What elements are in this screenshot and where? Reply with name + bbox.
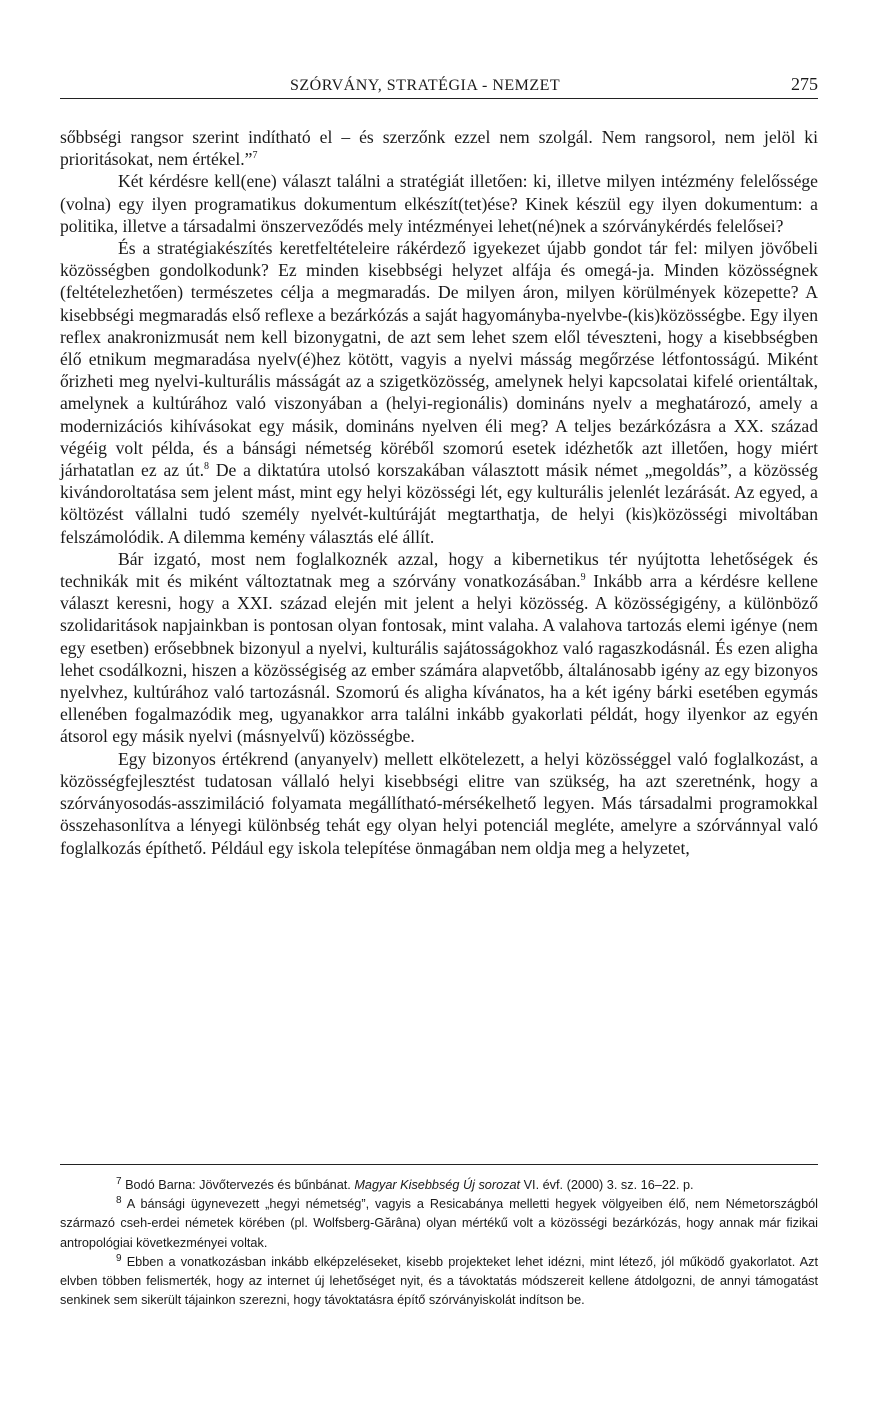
paragraph-text: Inkább arra a kérdésre kellene választ keresni, hogy a XXI. század elején mit jelent a helyi közösség. A közösségigény, a különböző szolidaritások napjainkban is pontosan olyan fontosak, mint valaha. A valahova tartozás elemi igénye (nem egy esetben) erősebbnek bizonyul a nyelvi, kulturális sajátosságokhoz való ragaszkodásnál. És ezen aligha lehet csodálkozni, hiszen a közösségiség az ember számára alapvetőbb, általánosabb igény az egy bizonyos nyelvhez, kultúrához való tartozásnál. Szomorú és aligha kívánatos, ha a két igény bárki esetében egymás ellenében fogalmazódik meg, ugyanakkor arra találni inkább gyakorlati példát, hogy ilyenkor az egyén átsorol egy másik nyelvi (másnyelvű) közösségbe. bbox=[60, 571, 818, 747]
footnote bbox=[60, 1195, 818, 1253]
footnote-mark: 7 bbox=[116, 1175, 122, 1187]
paragraph-text: Bár izgató, most nem foglalkoznék azzal, hogy a kibernetikus tér nyújtotta lehetőségek és technikák mit és miként változtatnak meg a szórvány vonatkozásában. bbox=[60, 548, 818, 592]
paragraph-text: sőbbségi rangsor szerint indítható el – és szerzőnk ezzel nem szolgál. Nem rangsorol, nem jelöl ki prioritásokat, nem értékel.” bbox=[60, 127, 818, 170]
footnote-journal: Magyar Kisebbség Új sorozat bbox=[354, 1178, 521, 1192]
main-text bbox=[60, 126, 818, 859]
footnote bbox=[60, 1253, 818, 1311]
footnote-divider bbox=[60, 1164, 818, 1165]
paragraph-text: De a diktatúra utolsó korszakában választott másik német „megoldás”, a közösség kivándoroltatása sem jelent mást, mint egy helyi közösségi lét, egy kulturális jelenlét lezárását. Az egyed, a költözést vállalni tudó személy nyelvét-kultúráját megtarthatja, de helyi (kis)közösségi mivoltában felszámolódik. A dilemma kemény választás elé állít. bbox=[60, 460, 818, 547]
footnote-mark: 8 bbox=[116, 1194, 122, 1206]
footnote-author: Bodó Barna: Jövőtervezés és bűnbánat. bbox=[125, 1178, 351, 1192]
footnote-citation: VI. évf. (2000) 3. sz. 16–22. p. bbox=[523, 1178, 694, 1192]
footnotes bbox=[60, 1176, 818, 1310]
footnote-ref[interactable]: 8 bbox=[204, 461, 210, 473]
footnote-text: Ebben a vonatkozásban inkább elképzeléseket, kisebb projekteket lehet idézni, mint létező, jól működő gyakorlatot. Azt elvben többen felismerték, hogy az internet új lehetőséget nyit, és a távoktatás módszereit kellene átdolgozni, de annyi támogatást senkinek sem sikerült tájainkon szerezni, hogy távoktatásra építő szórványiskolát indítson be. bbox=[60, 1254, 819, 1308]
running-title: SZÓRVÁNY, STRATÉGIA - NEMZET bbox=[290, 77, 561, 94]
footnote-ref[interactable]: 7 bbox=[252, 150, 258, 162]
paragraph-text: Két kérdésre kell(ene) választ találni a stratégiát illetően: ki, illetve milyen intézmény felelőssége (volna) egy ilyen programatikus dokumentum elkészít(tet)ése? Kinek készül egy ilyen dokumentum: a politika, illetve a társadalmi önszerveződés mely intézményei lehet(né)nek a szórványkérdés felelősei? bbox=[60, 171, 818, 236]
paragraph-text: Egy bizonyos értékrend (anyanyelv) mellett elkötelezett, a helyi közösséggel való foglalkozást, a közösségfejlesztést tudatosan vállaló helyi kisebbségi elitre van szükség, ha azt szeretnénk, hogy a szórványosodás-asszimiláció folyamata megállítható-mérsékelhető legyen. Más társadalmi programokkal összehasonlítva a lényegi különbség tehát egy olyan helyi potenciál megléte, amelyre a szórvánnyal való foglalkozás építhető. Például egy iskola telepítése önmagában nem oldja meg a helyzetet, bbox=[60, 748, 818, 858]
paragraph bbox=[60, 237, 818, 548]
running-header bbox=[60, 72, 818, 99]
footnote bbox=[60, 1176, 818, 1195]
paragraph bbox=[60, 170, 818, 237]
footnote-ref[interactable]: 9 bbox=[580, 572, 586, 584]
footnote-text: A bánsági ügynevezett „hegyi németség”, vagyis a Resicabánya melletti hegyek völgyeiben élő, nem Németországból származó cseh-erdei németek körében (pl. Wolfsberg-Gărâna) olyan mértékű volt a közösségi bezárkózás, hogy annak már fizikai antropológiai következményei voltak. bbox=[60, 1197, 818, 1250]
footnote-mark: 9 bbox=[116, 1252, 122, 1264]
paragraph-text: És a stratégiakészítés keretfeltételeire rákérdező igyekezet újabb gondot tár fel: milyen jövőbeli közösségben gondolkodunk? Ez minden kisebbségi helyzet alfája és omegá-ja. Minden közösségnek (feltételezhetően) természetes célja a megmaradás. De milyen áron, milyen körülmények közepette? A kisebbségi megmaradás első reflexe a bezárkózás a saját hagyományba-nyelvbe-(kis)közösségbe. Egy ilyen reflex anakronizmusát nem kell bizonygatni, de azt sem lehet szem elől téveszteni, hogy a kisebbségben élő etnikum megmaradása nyelv(é)hez kötött, vagyis a nyelvi másság megőrzése létfontosságú. Miként őrizheti meg nyelvi-kulturális másságát az a szigetközösség, amelynek helyi kapcsolatai kifelé orientáltak, amelynek a kultúrához való viszonyában a (helyi-regionális) domináns nyelv a meghatározó, amely a modernizációs kihívásokat egy másik, domináns nyelven éli meg? A teljes bezárkózásra a XX. század végéig volt példa, és a bánsági németség köréből szomorú esetek idézhetők azt illetően, hogy miért járhatatlan ez az út. bbox=[60, 238, 818, 481]
paragraph bbox=[60, 126, 818, 170]
paragraph bbox=[60, 548, 818, 748]
page-number: 275 bbox=[791, 74, 818, 94]
paragraph bbox=[60, 748, 818, 859]
